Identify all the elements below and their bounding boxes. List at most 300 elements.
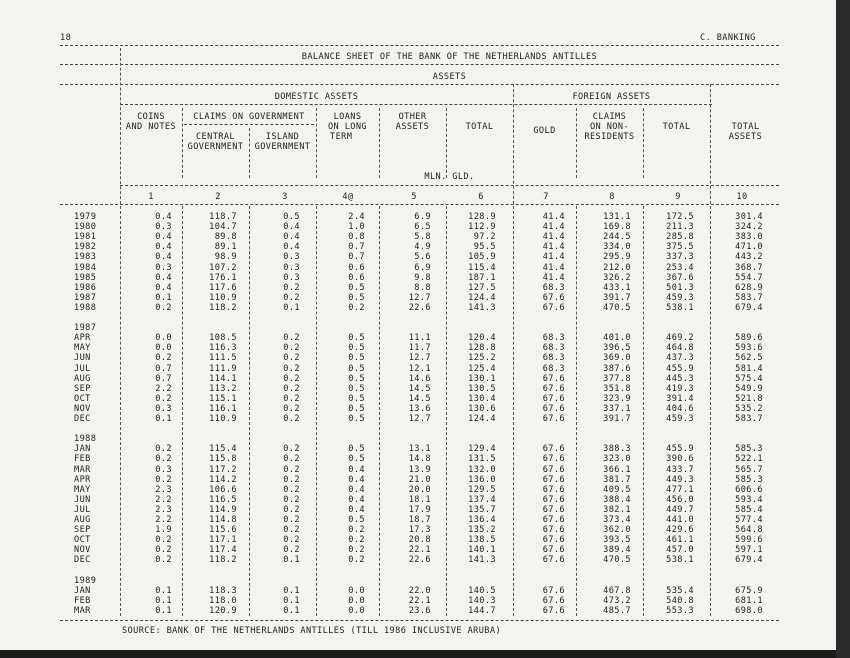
row-label: 1988 <box>74 302 97 313</box>
section-title: C. BANKING <box>700 33 756 43</box>
table-cell: 67.6 <box>542 585 565 596</box>
table-cell: 334.0 <box>603 242 631 253</box>
table-cell: 22.0 <box>408 585 431 596</box>
table-cell: 375.5 <box>666 242 694 253</box>
table-cell: 115.4 <box>468 262 496 273</box>
table-cell: 130.4 <box>468 393 496 404</box>
table-cell: 130.5 <box>468 383 496 394</box>
table-cell: 0.2 <box>348 302 365 313</box>
table-cell: 585.3 <box>735 474 763 485</box>
table-cell: 17.9 <box>408 504 431 515</box>
table-cell: 211.3 <box>666 222 694 233</box>
table-cell: 67.6 <box>542 595 565 606</box>
table-cell: 457.0 <box>666 545 694 556</box>
table-cell: 391.7 <box>603 292 631 303</box>
table-cell: 501.3 <box>666 282 694 293</box>
table-cell: 295.9 <box>603 252 631 263</box>
row-label: APR <box>74 333 91 344</box>
row-label: JUL <box>74 363 91 374</box>
table-cell: 449.3 <box>666 474 694 485</box>
row-label: NOV <box>74 545 91 556</box>
table-cell: 68.3 <box>542 282 565 293</box>
table-cell: 377.8 <box>603 373 631 384</box>
rule-under-groups <box>120 104 712 105</box>
table-cell: 22.1 <box>408 595 431 606</box>
table-cell: 0.7 <box>348 252 365 263</box>
rule-claims-gov <box>184 124 314 125</box>
table-cell: 369.0 <box>603 353 631 364</box>
table-cell: 125.4 <box>468 363 496 374</box>
body-vline <box>710 206 711 616</box>
col-island-header-2: GOVERNMENT <box>254 142 311 152</box>
table-cell: 0.2 <box>283 494 300 505</box>
table-cell: 41.4 <box>542 242 565 253</box>
table-cell: 698.0 <box>735 605 763 616</box>
column-number: 3 <box>282 192 288 202</box>
table-cell: 0.2 <box>155 555 172 566</box>
table-cell: 337.1 <box>603 403 631 414</box>
row-label: APR <box>74 474 91 485</box>
table-cell: 187.1 <box>468 272 496 283</box>
table-cell: 367.6 <box>666 272 694 283</box>
table-cell: 2.2 <box>155 515 172 525</box>
table-cell: 522.1 <box>735 454 763 465</box>
body-vline <box>576 206 577 616</box>
table-cell: 0.2 <box>283 464 300 475</box>
table-cell: 212.0 <box>603 262 631 273</box>
table-cell: 0.4 <box>348 484 365 495</box>
table-cell: 12.7 <box>408 414 431 424</box>
row-label: 1981 <box>74 232 97 243</box>
col-total-header: TOTAL <box>465 122 494 132</box>
table-cell: 140.5 <box>468 585 496 596</box>
table-cell: 9.8 <box>414 272 431 283</box>
table-cell: 130.6 <box>468 403 496 414</box>
row-label: 1982 <box>74 242 97 253</box>
table-cell: 0.2 <box>283 515 300 525</box>
table-cell: 0.5 <box>348 363 365 374</box>
table-cell: 5.6 <box>414 252 431 263</box>
table-cell: 549.9 <box>735 383 763 394</box>
table-cell: 0.2 <box>283 363 300 374</box>
rule-under-unit <box>120 185 779 186</box>
table-cell: 0.2 <box>283 383 300 394</box>
table-cell: 13.1 <box>408 444 431 455</box>
table-cell: 68.3 <box>542 363 565 374</box>
table-cell: 593.6 <box>735 343 763 354</box>
col-claims-gov-header: CLAIMS ON GOVERNMENT <box>193 112 305 122</box>
table-cell: 0.4 <box>283 242 300 253</box>
table-cell: 115.6 <box>209 525 237 536</box>
table-cell: 141.3 <box>468 302 496 313</box>
table-cell: 445.3 <box>666 373 694 384</box>
table-cell: 390.6 <box>666 454 694 465</box>
table-cell: 0.4 <box>155 212 172 222</box>
table-cell: 118.3 <box>209 585 237 596</box>
table-cell: 382.1 <box>603 504 631 515</box>
table-cell: 0.2 <box>283 333 300 344</box>
column-number: 10 <box>736 192 748 202</box>
body-vline <box>379 206 380 616</box>
table-cell: 1.0 <box>348 222 365 233</box>
table-cell: 0.5 <box>348 282 365 293</box>
table-cell: 0.5 <box>348 333 365 344</box>
table-cell: 4.9 <box>414 242 431 253</box>
table-cell: 477.1 <box>666 484 694 495</box>
table-cell: 0.5 <box>348 292 365 303</box>
column-number: 9 <box>675 192 681 202</box>
table-cell: 12.1 <box>408 363 431 374</box>
row-label: OCT <box>74 535 91 546</box>
table-cell: 0.2 <box>155 444 172 455</box>
table-cell: 461.1 <box>666 535 694 546</box>
table-cell: 459.3 <box>666 414 694 424</box>
table-cell: 0.2 <box>283 535 300 546</box>
table-cell: 13.6 <box>408 403 431 414</box>
col-total-assets-header-2: ASSETS <box>728 132 763 142</box>
row-label: NOV <box>74 403 91 414</box>
table-cell: 0.5 <box>348 373 365 384</box>
table-cell: 253.4 <box>666 262 694 273</box>
table-cell: 2.2 <box>155 494 172 505</box>
row-label: FEB <box>74 595 91 606</box>
assets-label: ASSETS <box>432 72 467 82</box>
table-cell: 0.6 <box>348 272 365 283</box>
source-note: SOURCE: BANK OF THE NETHERLANDS ANTILLES (TILL 1986 INCLUSIVE ARUBA) <box>122 626 502 636</box>
table-cell: 564.8 <box>735 525 763 536</box>
table-cell: 0.2 <box>283 353 300 364</box>
table-cell: 106.6 <box>209 484 237 495</box>
table-cell: 368.7 <box>735 262 763 273</box>
table-cell: 67.6 <box>542 302 565 313</box>
table-cell: 471.0 <box>735 242 763 253</box>
domestic-assets-label: DOMESTIC ASSETS <box>274 92 359 102</box>
table-cell: 409.5 <box>603 484 631 495</box>
table-cell: 67.6 <box>542 484 565 495</box>
table-cell: 132.0 <box>468 464 496 475</box>
row-label: FEB <box>74 454 91 465</box>
table-cell: 135.7 <box>468 504 496 515</box>
table-cell: 117.1 <box>209 535 237 546</box>
table-cell: 381.7 <box>603 474 631 485</box>
table-cell: 41.4 <box>542 222 565 233</box>
table-cell: 1.9 <box>155 525 172 536</box>
table-cell: 324.2 <box>735 222 763 233</box>
table-cell: 140.1 <box>468 545 496 556</box>
table-cell: 0.3 <box>155 464 172 475</box>
table-cell: 2.3 <box>155 484 172 495</box>
table-cell: 67.6 <box>542 545 565 556</box>
table-cell: 0.3 <box>283 262 300 273</box>
table-cell: 554.7 <box>735 272 763 283</box>
table-cell: 0.2 <box>155 535 172 546</box>
column-number: 4@ <box>342 192 354 202</box>
table-cell: 0.1 <box>155 414 172 424</box>
table-cell: 131.1 <box>603 212 631 222</box>
row-label: JAN <box>74 444 91 455</box>
table-cell: 470.5 <box>603 302 631 313</box>
table-cell: 0.3 <box>283 272 300 283</box>
table-cell: 21.0 <box>408 474 431 485</box>
table-cell: 67.6 <box>542 464 565 475</box>
column-number: 8 <box>609 192 615 202</box>
col-other-header-2: ASSETS <box>395 122 430 132</box>
table-cell: 67.6 <box>542 525 565 536</box>
table-cell: 589.6 <box>735 333 763 344</box>
scan-edge <box>836 0 850 658</box>
row-label: 1985 <box>74 272 97 283</box>
table-cell: 429.6 <box>666 525 694 536</box>
row-label: DEC <box>74 555 91 566</box>
page-number: 18 <box>60 33 72 43</box>
row-label: SEP <box>74 525 91 536</box>
table-cell: 130.1 <box>468 373 496 384</box>
table-cell: 124.4 <box>468 414 496 424</box>
table-cell: 67.6 <box>542 403 565 414</box>
table-cell: 110.9 <box>209 292 237 303</box>
col-other-header-1: OTHER <box>398 112 427 122</box>
table-cell: 0.2 <box>283 444 300 455</box>
table-cell: 599.6 <box>735 535 763 546</box>
table-cell: 67.6 <box>542 444 565 455</box>
table-cell: 98.9 <box>214 252 237 263</box>
table-cell: 0.2 <box>283 545 300 556</box>
rule-under-title <box>60 64 779 65</box>
table-cell: 117.4 <box>209 545 237 556</box>
row-label: 1986 <box>74 282 97 293</box>
table-cell: 540.8 <box>666 595 694 606</box>
table-cell: 0.2 <box>155 454 172 465</box>
column-number: 2 <box>215 192 221 202</box>
table-cell: 18.7 <box>408 515 431 525</box>
table-cell: 118.2 <box>209 555 237 566</box>
table-cell: 20.0 <box>408 484 431 495</box>
row-label: 1987 <box>74 292 97 303</box>
col-central-header-2: GOVERNMENT <box>187 142 244 152</box>
table-cell: 0.2 <box>283 373 300 384</box>
table-cell: 0.2 <box>155 545 172 556</box>
table-cell: 6.5 <box>414 222 431 233</box>
table-cell: 538.1 <box>666 302 694 313</box>
table-cell: 473.2 <box>603 595 631 606</box>
row-label: JUN <box>74 494 91 505</box>
table-cell: 433.1 <box>603 282 631 293</box>
table-cell: 366.1 <box>603 464 631 475</box>
table-cell: 116.5 <box>209 494 237 505</box>
table-cell: 337.3 <box>666 252 694 263</box>
table-cell: 67.6 <box>542 373 565 384</box>
body-vline <box>182 206 183 616</box>
table-cell: 0.2 <box>155 474 172 485</box>
row-label: AUG <box>74 373 91 384</box>
table-cell: 0.2 <box>283 504 300 515</box>
group-year-label: 1987 <box>74 323 97 334</box>
table-cell: 535.2 <box>735 403 763 414</box>
table-cell: 0.3 <box>155 262 172 273</box>
table-cell: 0.2 <box>283 474 300 485</box>
rule-under-assets <box>60 84 779 85</box>
table-cell: 107.2 <box>209 262 237 273</box>
table-cell: 597.1 <box>735 545 763 556</box>
col-coins-header-2: AND NOTES <box>125 122 177 132</box>
table-cell: 97.2 <box>473 232 496 243</box>
table-cell: 17.3 <box>408 525 431 536</box>
row-label: SEP <box>74 383 91 394</box>
table-cell: 0.0 <box>155 333 172 344</box>
table-cell: 456.0 <box>666 494 694 505</box>
table-cell: 129.4 <box>468 444 496 455</box>
table-cell: 575.4 <box>735 373 763 384</box>
vline-8 <box>643 108 644 178</box>
table-cell: 0.2 <box>283 454 300 465</box>
col-gold-header: GOLD <box>533 126 556 136</box>
table-cell: 0.4 <box>155 272 172 283</box>
table-cell: 67.6 <box>542 605 565 616</box>
table-cell: 105.9 <box>468 252 496 263</box>
table-cell: 11.7 <box>408 343 431 354</box>
table-cell: 0.1 <box>283 555 300 566</box>
table-cell: 108.5 <box>209 333 237 344</box>
table-cell: 469.2 <box>666 333 694 344</box>
table-cell: 581.4 <box>735 363 763 374</box>
table-cell: 0.2 <box>348 555 365 566</box>
column-number: 6 <box>478 192 484 202</box>
table-cell: 112.9 <box>468 222 496 233</box>
vline-domestic-foreign <box>513 84 514 204</box>
col-claims-nonres-header-1: CLAIMS <box>592 112 627 122</box>
table-cell: 0.2 <box>155 393 172 404</box>
table-cell: 0.2 <box>283 484 300 495</box>
table-cell: 0.1 <box>155 595 172 606</box>
table-cell: 169.8 <box>603 222 631 233</box>
table-cell: 0.2 <box>283 525 300 536</box>
col-total-assets-header-1: TOTAL <box>731 122 760 132</box>
col-coins-header-1: COINS <box>137 112 165 122</box>
table-cell: 0.1 <box>283 585 300 596</box>
table-cell: 373.4 <box>603 515 631 525</box>
group-year-label: 1989 <box>74 575 97 586</box>
table-cell: 14.8 <box>408 454 431 465</box>
table-cell: 115.4 <box>209 444 237 455</box>
table-cell: 464.8 <box>666 343 694 354</box>
table-cell: 0.2 <box>155 302 172 313</box>
table-cell: 5.8 <box>414 232 431 243</box>
table-cell: 67.6 <box>542 555 565 566</box>
table-cell: 0.2 <box>283 393 300 404</box>
table-cell: 140.3 <box>468 595 496 606</box>
table-cell: 326.2 <box>603 272 631 283</box>
table-cell: 120.9 <box>209 605 237 616</box>
table-cell: 136.0 <box>468 474 496 485</box>
col-central-header-1: CENTRAL <box>195 132 236 142</box>
body-vline <box>316 206 317 616</box>
table-cell: 0.2 <box>283 343 300 354</box>
table-cell: 0.5 <box>348 444 365 455</box>
table-cell: 0.5 <box>348 353 365 364</box>
table-cell: 606.6 <box>735 484 763 495</box>
col-loans-header-1: LOANS <box>333 112 362 122</box>
row-label: JAN <box>74 585 91 596</box>
table-cell: 0.6 <box>348 262 365 273</box>
table-cell: 0.4 <box>155 232 172 243</box>
table-cell: 628.9 <box>735 282 763 293</box>
body-vline <box>643 206 644 616</box>
table-cell: 0.2 <box>283 282 300 293</box>
table-cell: 0.8 <box>348 232 365 243</box>
table-cell: 2.2 <box>155 383 172 394</box>
table-cell: 679.4 <box>735 302 763 313</box>
table-cell: 585.4 <box>735 504 763 515</box>
table-cell: 111.5 <box>209 353 237 364</box>
foreign-assets-label: FOREIGN ASSETS <box>572 92 651 102</box>
table-cell: 0.1 <box>283 595 300 606</box>
table-cell: 67.6 <box>542 292 565 303</box>
table-cell: 172.5 <box>666 212 694 222</box>
table-cell: 128.8 <box>468 343 496 354</box>
table-cell: 0.0 <box>348 595 365 606</box>
table-cell: 114.1 <box>209 373 237 384</box>
table-cell: 8.8 <box>414 282 431 293</box>
row-label: 1979 <box>74 212 97 222</box>
table-cell: 120.4 <box>468 333 496 344</box>
table-cell: 0.4 <box>348 464 365 475</box>
table-cell: 0.5 <box>283 212 300 222</box>
table-cell: 0.5 <box>348 454 365 465</box>
table-cell: 14.5 <box>408 383 431 394</box>
table-cell: 396.5 <box>603 343 631 354</box>
table-cell: 443.2 <box>735 252 763 263</box>
table-cell: 137.4 <box>468 494 496 505</box>
table-cell: 0.1 <box>283 302 300 313</box>
table-cell: 114.9 <box>209 504 237 515</box>
table-cell: 388.4 <box>603 494 631 505</box>
row-label: 1980 <box>74 222 97 233</box>
table-cell: 41.4 <box>542 272 565 283</box>
table-cell: 0.4 <box>348 494 365 505</box>
table-cell: 68.3 <box>542 353 565 364</box>
table-cell: 323.9 <box>603 393 631 404</box>
row-label: JUN <box>74 353 91 364</box>
table-cell: 22.6 <box>408 302 431 313</box>
row-label: 1984 <box>74 262 97 273</box>
table-cell: 383.0 <box>735 232 763 243</box>
table-cell: 89.8 <box>214 232 237 243</box>
table-cell: 136.4 <box>468 515 496 525</box>
unit-label: MLN. GLD. <box>424 172 475 182</box>
table-cell: 14.5 <box>408 393 431 404</box>
rule-top <box>60 45 779 46</box>
table-cell: 111.9 <box>209 363 237 374</box>
table-cell: 0.4 <box>283 232 300 243</box>
col-island-header-1: ISLAND <box>265 132 300 142</box>
table-cell: 18.1 <box>408 494 431 505</box>
table-cell: 116.1 <box>209 403 237 414</box>
table-cell: 0.7 <box>155 373 172 384</box>
table-cell: 389.4 <box>603 545 631 556</box>
table-cell: 67.6 <box>542 393 565 404</box>
rule-under-colnums <box>60 204 779 205</box>
table-cell: 41.4 <box>542 252 565 263</box>
table-cell: 244.5 <box>603 232 631 243</box>
row-label: MAY <box>74 343 91 354</box>
table-cell: 470.5 <box>603 555 631 566</box>
col-loans-header-3: TERM <box>330 132 353 142</box>
group-year-label: 1988 <box>74 434 97 445</box>
table-cell: 0.0 <box>348 605 365 616</box>
table-cell: 89.1 <box>214 242 237 253</box>
table-cell: 95.5 <box>473 242 496 253</box>
table-cell: 401.0 <box>603 333 631 344</box>
